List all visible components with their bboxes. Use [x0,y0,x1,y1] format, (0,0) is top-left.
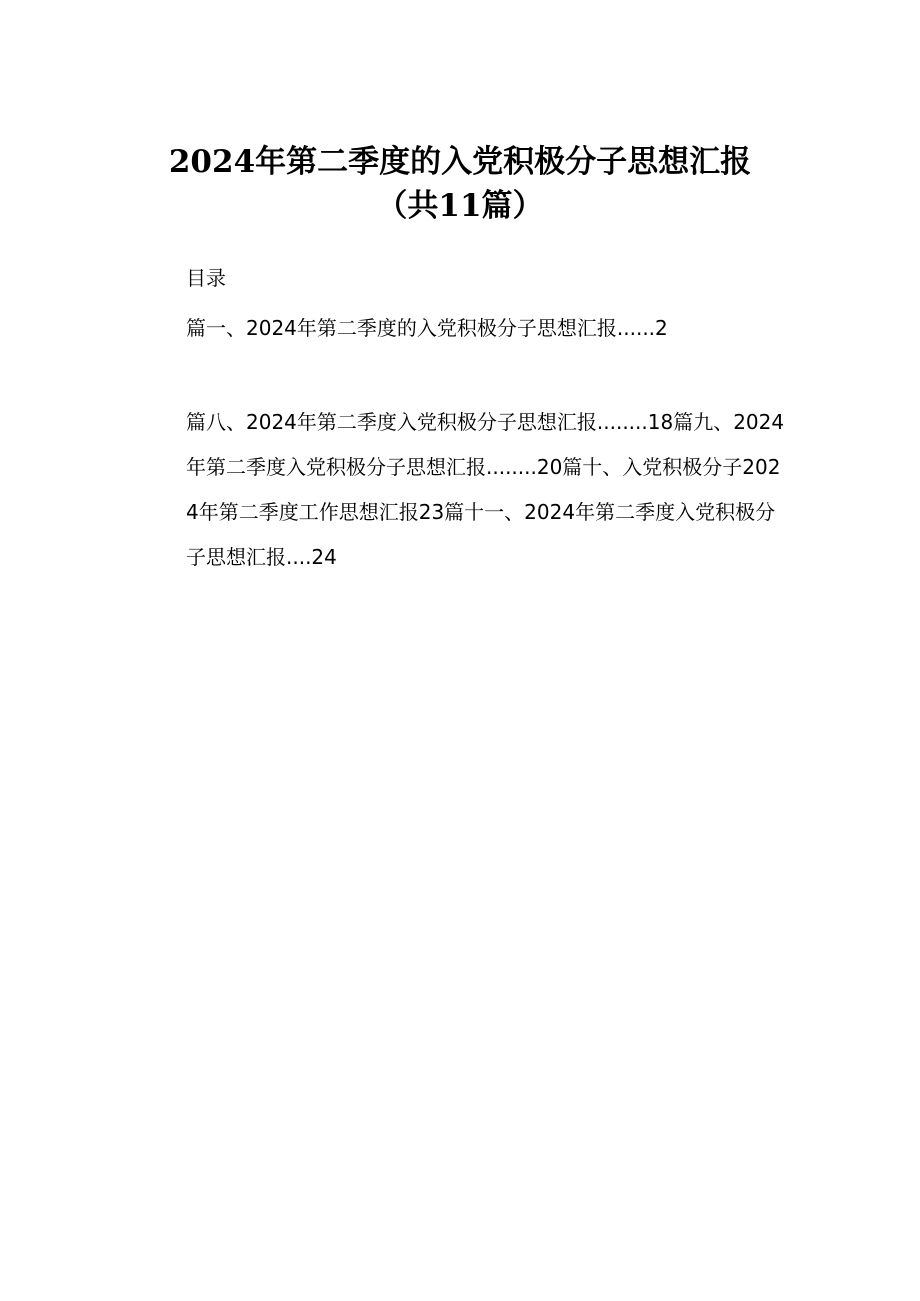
toc-heading: 目录 [186,266,226,290]
title-line-count: （共11篇） [376,188,544,224]
toc-entry[interactable]: 篇一、2024年第二季度的入党积极分子思想汇报......2 [186,316,668,340]
toc-entries-paragraph[interactable]: 篇八、2024年第二季度入党积极分子思想汇报........18篇九、2024年第二季度入党积极分子思想汇报........20篇十、入党积极分子2024年第二季度工作思想汇报23篇十一、2024年第二季度入党积极分子思想汇报....24 [186,410,785,569]
title-line-main: 2024年第二季度的入党积极分子思想汇报 [168,144,752,180]
document-title [0,140,920,228]
